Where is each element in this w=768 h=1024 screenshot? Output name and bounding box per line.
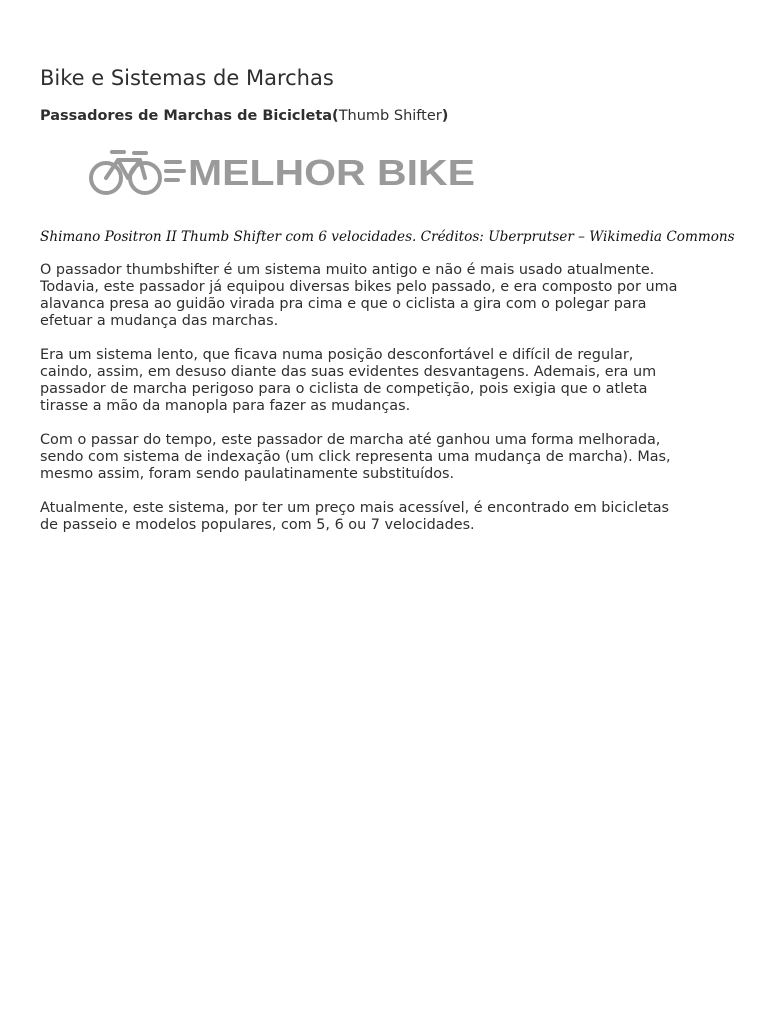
melhor-bike-logo — [88, 146, 478, 198]
paragraph-line: tirasse a mão da manopla para fazer as mudanças. — [40, 398, 411, 414]
bicycle-icon — [91, 152, 184, 193]
paragraph-4 — [40, 500, 669, 534]
paragraph-line: mesmo assim, foram sendo paulatinamente substituídos. — [40, 466, 455, 482]
subtitle-normal: Thumb Shifter — [338, 108, 442, 124]
image-caption: Shimano Positron II Thumb Shifter com 6 velocidades. Créditos: Uberprutser – Wikimedia Commons — [40, 229, 735, 245]
paragraph-3 — [40, 432, 671, 483]
section-subtitle — [40, 106, 448, 126]
paragraph-line: Todavia, este passador já equipou diversas bikes pelo passado, e era composto por uma — [40, 279, 678, 295]
paragraph-line: Era um sistema lento, que ficava numa posição desconfortável e difícil de regular, — [40, 347, 634, 363]
paragraph-line: de passeio e modelos populares, com 5, 6 ou 7 velocidades. — [40, 517, 475, 533]
paragraph-line: sendo com sistema de indexação (um click representa uma mudança de marcha). Mas, — [40, 449, 671, 465]
paragraph-line: efetuar a mudança das marchas. — [40, 313, 279, 329]
paragraph-line: O passador thumbshifter é um sistema muito antigo e não é mais usado atualmente. — [40, 262, 655, 278]
paragraph-line: alavanca presa ao guidão virada pra cima e que o ciclista a gira com o polegar para — [40, 296, 647, 312]
logo-text: MELHOR BIKE — [188, 152, 475, 193]
subtitle-bold-close: ) — [441, 108, 449, 124]
paragraph-1 — [40, 262, 677, 330]
paragraph-line: passador de marcha perigoso para o ciclista de competição, pois exigia que o atleta — [40, 381, 648, 397]
paragraph-line: caindo, assim, em desuso diante das suas evidentes desvantagens. Ademais, era um — [40, 364, 657, 380]
paragraph-2 — [40, 347, 656, 415]
paragraph-line: Com o passar do tempo, este passador de marcha até ganhou uma forma melhorada, — [40, 432, 661, 448]
page-title: Bike e Sistemas de Marchas — [40, 66, 334, 90]
paragraph-line: Atualmente, este sistema, por ter um preço mais acessível, é encontrado em bicicletas — [40, 500, 670, 516]
subtitle-bold: Passadores de Marchas de Bicicleta( — [40, 108, 339, 124]
